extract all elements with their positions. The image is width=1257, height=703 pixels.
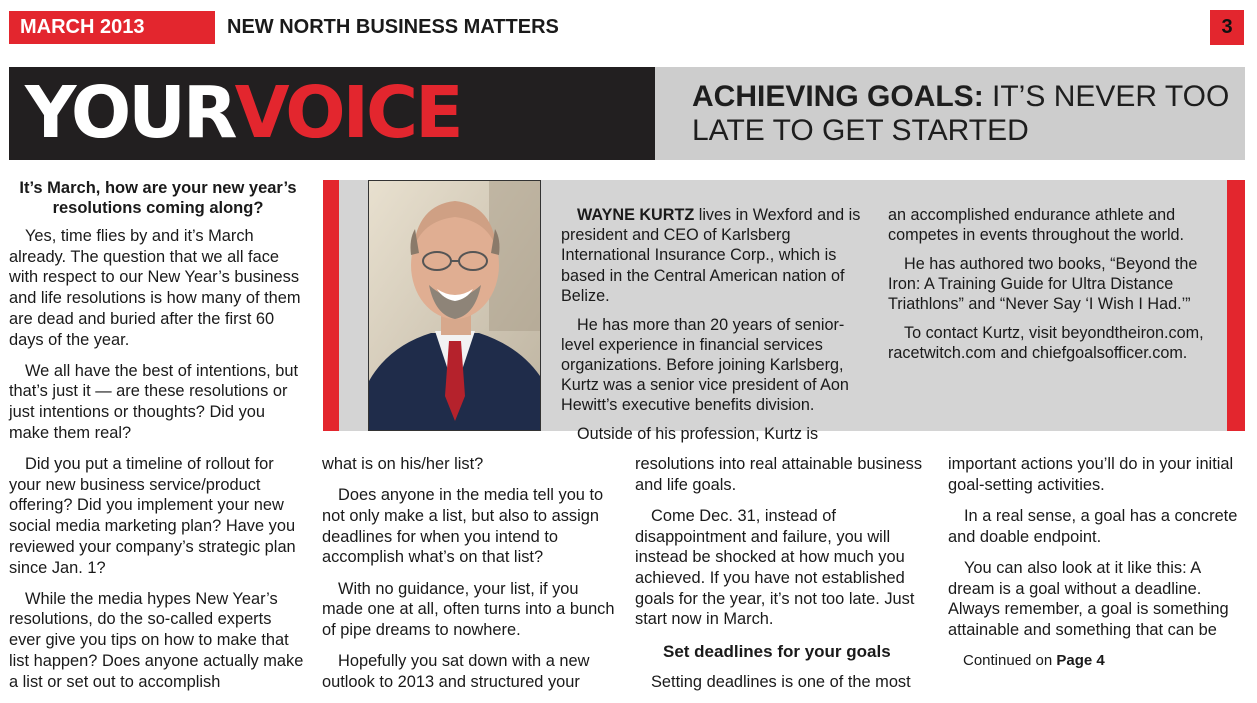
headline-rest: IT’S NEVER TOO LATE TO GET STARTED	[692, 80, 1230, 147]
bio-accent-bar-left	[323, 180, 339, 431]
paragraph: In a real sense, a goal has a concrete and doable endpoint.	[948, 506, 1238, 546]
bio-column-2	[888, 205, 1206, 372]
paragraph: Come Dec. 31, instead of disappointment and failure, you will instead be shocked at how much you achieved. If you have not established goals for the year, it’s not too late. Just start now in March.	[635, 506, 915, 629]
bio-column-1	[561, 205, 873, 453]
bio-paragraph: To contact Kurtz, visit beyondtheiron.com, racetwitch.com and chiefgoalsofficer.com.	[888, 324, 1204, 363]
paragraph: Did you put a timeline of rollout for your new business service/product offering? Did you implement your new social media marketing plan? Have you reviewed your company’s strategic plan since Jan. 1?	[9, 455, 296, 577]
section-logo	[25, 71, 461, 155]
article-column-1	[9, 178, 307, 703]
article-column-4	[948, 454, 1244, 671]
bio-text: lives in Wexford and is president and CEO of Karlsberg International Insurance Corp., which is based in the Central American nation of Belize.	[561, 206, 861, 305]
paragraph: Setting deadlines is one of the most	[651, 672, 911, 691]
paragraph: While the media hypes New Year’s resolutions, do the so-called experts ever give you tips on how to make that list happen? Does anyone actually make a list or set out to accomplish	[9, 589, 304, 691]
column-heading: It’s March, how are your new year’s resolutions coming along?	[19, 179, 297, 217]
paragraph: what is on his/her list?	[322, 455, 484, 473]
paragraph: Hopefully you sat down with a new outlook to 2013 and structured your	[322, 652, 590, 691]
issue-date-tab: MARCH 2013	[9, 11, 215, 44]
paragraph: Yes, time flies by and it’s March already. The question that we all face with respect to our New Year’s business and life resolutions is how many of them are dead and buried after the first 60 days of the year.	[9, 227, 301, 349]
continued-page: Page 4	[1056, 652, 1105, 670]
paragraph: With no guidance, your list, if you made one at all, often turns into a bunch of pipe dreams to nowhere.	[322, 579, 615, 639]
article-headline	[692, 80, 1232, 148]
bio-paragraph	[561, 205, 873, 306]
bio-paragraph: Outside of his profession, Kurtz is	[577, 425, 819, 444]
bio-accent-bar-right	[1227, 180, 1245, 431]
continued-on-link[interactable]	[948, 651, 1244, 671]
paragraph: You can also look at it like this: A dream is a goal without a deadline. Always remember, a goal is something attainable and something that can be	[948, 558, 1229, 639]
bio-paragraph: He has more than 20 years of senior-level experience in financial services organizations. Before joining Karlsberg, Kurtz was a senior vice president of Aon Hewitt’s executive benefits division.	[561, 315, 849, 415]
article-column-3	[635, 454, 931, 703]
publication-title: NEW NORTH BUSINESS MATTERS	[227, 16, 559, 38]
section-logo-your: YOUR	[25, 71, 235, 154]
continued-prefix: Continued on	[963, 652, 1057, 670]
paragraph: We all have the best of intentions, but that’s just it — are these resolutions or just intentions or thoughts? Did you make them real?	[9, 361, 299, 442]
paragraph: important actions you’ll do in your initial goal-setting activities.	[948, 455, 1234, 494]
bio-paragraph: an accomplished endurance athlete and competes in events throughout the world.	[888, 206, 1185, 245]
article-column-2	[322, 454, 618, 703]
page-number: 3	[1210, 10, 1244, 45]
author-name: WAYNE KURTZ	[577, 206, 695, 224]
author-portrait-image	[369, 181, 540, 430]
section-logo-voice: VOICE	[234, 71, 461, 154]
headline-bold: ACHIEVING GOALS:	[692, 80, 984, 113]
author-photo	[368, 180, 541, 431]
subheading: Set deadlines for your goals	[663, 641, 891, 661]
paragraph: resolutions into real attainable business and life goals.	[635, 455, 923, 494]
paragraph: Does anyone in the media tell you to not only make a list, but also to assign deadlines for when you intend to accomplish what’s on that list?	[322, 486, 604, 567]
bio-paragraph: He has authored two books, “Beyond the Iron: A Training Guide for Ultra Distance Triathlons” and “Never Say ‘I Wish I Had.’”	[888, 254, 1198, 314]
